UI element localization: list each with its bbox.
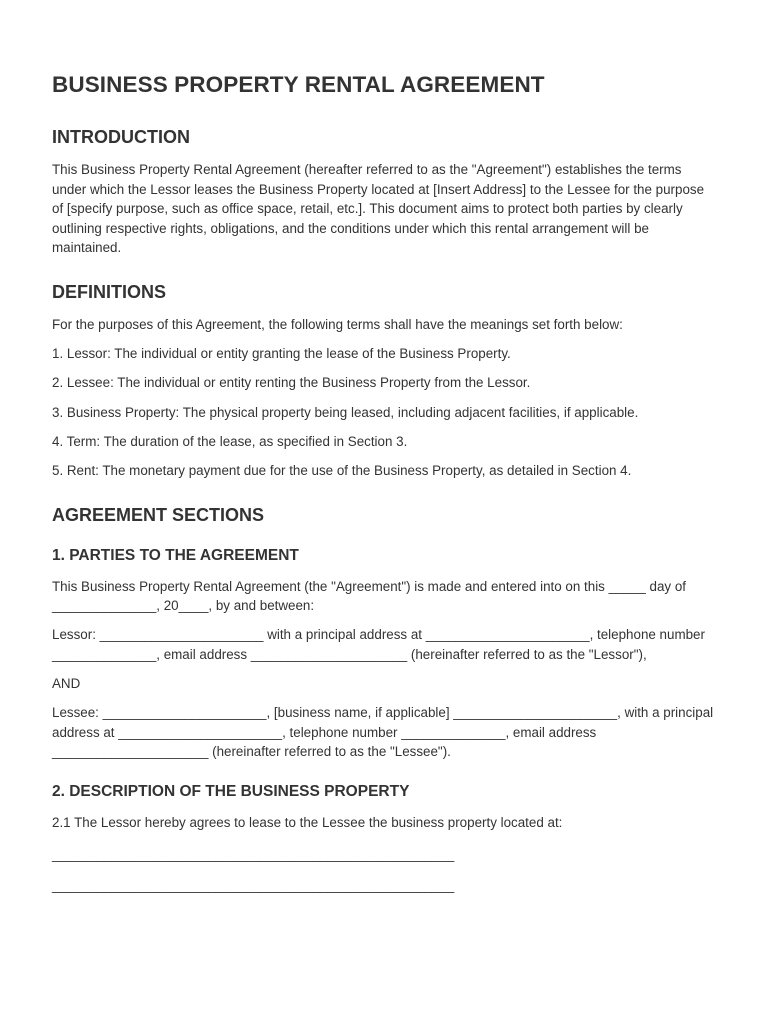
agreement-sections-heading: AGREEMENT SECTIONS bbox=[52, 504, 265, 525]
section1-intro: This Business Property Rental Agreement (the "Agreement") is made and entered into on this _____ day of ______________, 20____, by and between: bbox=[52, 578, 687, 614]
definition-item-lessor: 1. Lessor: The individual or entity granting the lease of the Business Property. bbox=[52, 346, 511, 362]
definitions-heading: DEFINITIONS bbox=[52, 281, 167, 302]
address-blank-line: ______________________________________________________ bbox=[52, 846, 455, 862]
section1-heading: 1. PARTIES TO THE AGREEMENT bbox=[52, 546, 299, 564]
introduction-heading: INTRODUCTION bbox=[52, 127, 190, 147]
section2-heading: 2. DESCRIPTION OF THE BUSINESS PROPERTY bbox=[52, 783, 410, 801]
definition-item-lessee: 2. Lessee: The individual or entity renting the Business Property from the Lessor. bbox=[52, 375, 531, 391]
lessor-details: Lessor: ______________________ with a principal address at ______________________, telephone number ______________, email address _____________________ (hereinafter referred to as the "Lessor"), bbox=[52, 627, 705, 662]
definition-item-rent: 5. Rent: The monetary payment due for the use of the Business Property, as detailed in Section 4. bbox=[52, 462, 632, 478]
address-blank-line: ______________________________________________________ bbox=[52, 878, 455, 894]
document-title: BUSINESS PROPERTY RENTAL AGREEMENT bbox=[52, 72, 545, 97]
definition-item-term: 4. Term: The duration of the lease, as specified in Section 3. bbox=[52, 433, 408, 449]
definition-item-business-property: 3. Business Property: The physical property being leased, including adjacent facilities, if applicable. bbox=[52, 404, 639, 420]
and-separator: AND bbox=[52, 676, 81, 692]
section2-clause: 2.1 The Lessor hereby agrees to lease to the Lessee the business property located at: bbox=[52, 815, 563, 831]
definitions-lead: For the purposes of this Agreement, the following terms shall have the meanings set forth below: bbox=[52, 316, 623, 332]
lessee-details: Lessee: ______________________, [business name, if applicable] ______________________, with a principal address at ______________________, telephone number ______________, email address _____________________ (hereinafter referred to as the "Lessee"). bbox=[52, 705, 714, 760]
introduction-body: This Business Property Rental Agreement (hereafter referred to as the "Agreement") establishes the terms under which the Lessor leases the Business Property located at [Insert Address] to the Lessee for the purpose of [specify purpose, such as office space, retail, etc.]. This document aims to protect both parties by clearly outlining respective rights, obligations, and the conditions under which this rental arrangement will be maintained. bbox=[52, 162, 705, 256]
